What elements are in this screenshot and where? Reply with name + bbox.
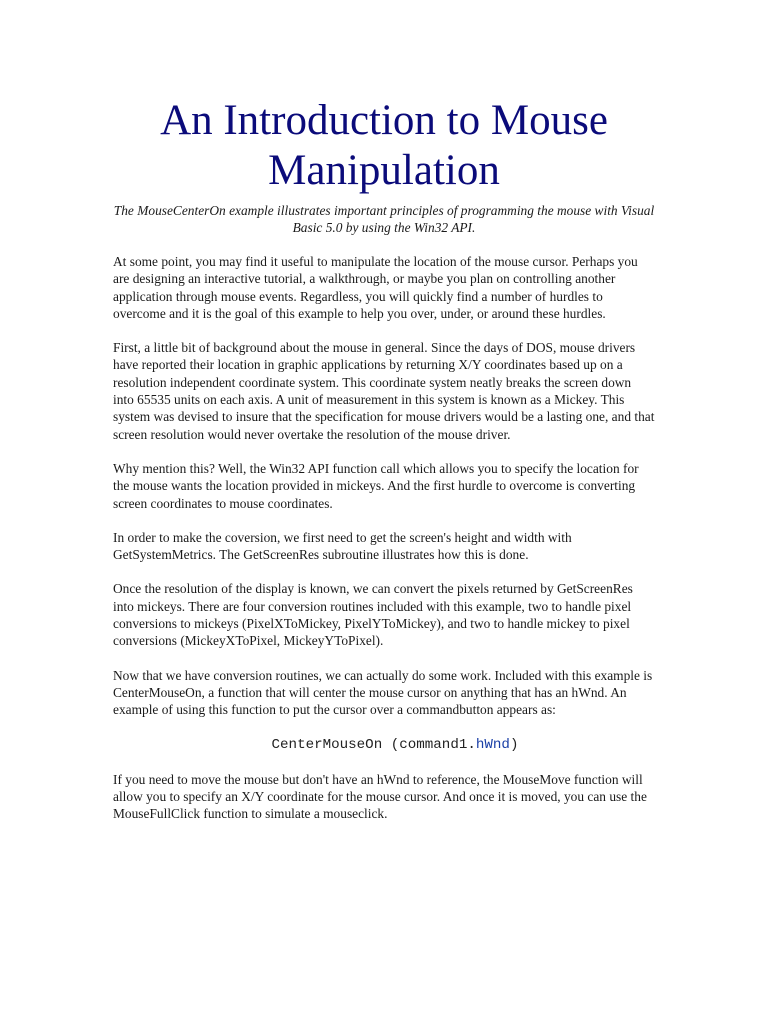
paragraph-intro: At some point, you may find it useful to manipulate the location of the mouse cursor. Perhaps you are designing an interactive tutorial, a walkthrough, or maybe you plan on controlling another application through mouse events. Regardless, you will quickly find a number of hurdles to overcome and it is the goal of this example to help you over, under, or around these hurdles.	[113, 254, 638, 321]
paragraph-mouse-move: If you need to move the mouse but don't have an hWnd to reference, the MouseMove function will allow you to specify an X/Y coordinate for the mouse cursor. And once it is moved, you can use the MouseFullClick function to simulate a mouseclick.	[113, 771, 647, 822]
document-title: An Introduction to Mouse Manipulation	[160, 97, 608, 194]
paragraph-background: First, a little bit of background about the mouse in general. Since the days of DOS, mouse drivers have reported their location in graphic applications by returning X/Y coordinates based up on a resolution independent coordinate system. This coordinate system neatly breaks the screen down into 65535 units on each axis. A unit of measurement in this system is known as a Mickey. This system was devised to insure that the specification for mouse drivers would be a lasting one, and that screen resolution would never overtake the resolution of the mouse driver.	[113, 340, 655, 442]
paragraph-why-mention: Why mention this? Well, the Win32 API function call which allows you to specify the location for the mouse wants the location provided in mickeys. And the first hurdle to overcome is converting screen coordinates to mouse coordinates.	[113, 460, 639, 511]
paragraph-resolution: Once the resolution of the display is known, we can convert the pixels returned by GetScreenRes into mickeys. There are four conversion routines included with this example, two to handle pixel conversions to mickeys (PixelXToMickey, PixelYToMickey), and two to handle mickey to pixel conversions (MickeyXToPixel, MickeyYToPixel).	[113, 581, 633, 649]
code-prefix: CenterMouseOn (command1.	[271, 736, 476, 753]
code-keyword: hWnd	[475, 736, 510, 753]
code-suffix: )	[509, 736, 519, 753]
paragraph-conversion-routines: Now that we have conversion routines, we can actually do some work. Included with this example is CenterMouseOn, a function that will center the mouse cursor on anything that has an hWnd. An example of using this function to put the cursor over a commandbutton appears as:	[113, 667, 653, 718]
code-example	[113, 736, 655, 754]
paragraph-conversion: In order to make the coversion, we first need to get the screen's height and width with GetSystemMetrics. The GetScreenRes subroutine illustrates how this is done.	[113, 529, 572, 563]
document-subtitle: The MouseCenterOn example illustrates important principles of programming the mouse with Visual Basic 5.0 by using the Win32 API.	[113, 203, 655, 235]
document-page	[113, 96, 655, 822]
